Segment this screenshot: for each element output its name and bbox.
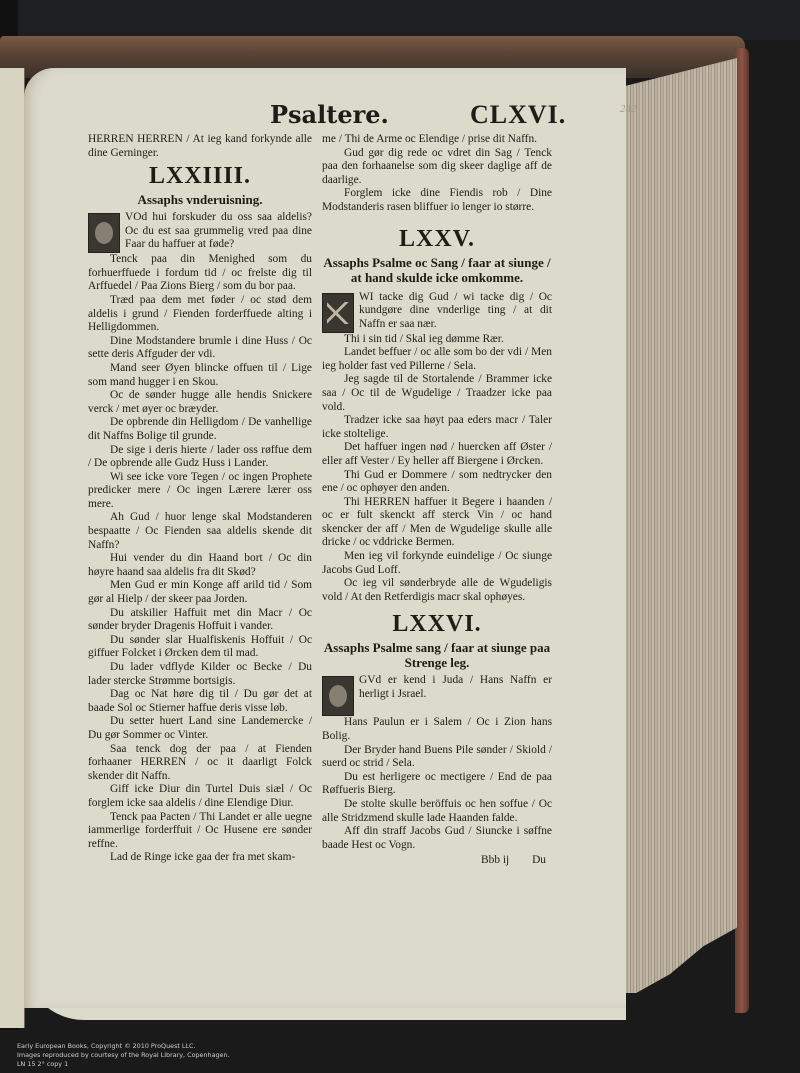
- verse: De sige i deris hierte / lader oss røffue dem / De opbrende alle Gudz Huss i Lander.: [88, 443, 312, 470]
- verse: Tradzer icke saa høyt paa eders macr / Taler icke stoltelige.: [322, 414, 552, 440]
- psalm-title: Assaphs vnderuisning.: [137, 192, 263, 208]
- verse: Thi i sin tid / Skal ieg dømme Rær.: [344, 332, 504, 345]
- verse: Du atskilier Haffuit met din Macr / Oc sønder bryder Dragenis Hoffuit i vander.: [88, 606, 312, 633]
- credit-line: LN 15 2° copy 1: [17, 1060, 69, 1068]
- verse: Mand seer Øyen blincke offuen til / Lige som mand hugger i en Skou.: [88, 361, 312, 388]
- verse: Du setter huert Land sine Landemercke / Du gør Sommer oc Vinter.: [88, 715, 312, 741]
- verse: Men Gud er min Konge aff arild tid / Som gør al Hielp / der skeer paa Jorden.: [88, 579, 312, 606]
- psalm-number: LXXIIII.: [148, 163, 252, 190]
- psalm-title: Assaphs Psalme sang / faar at siunge paa Strenge leg.: [323, 640, 551, 671]
- verse: Der Bryder hand Buens Pile sønder / Skiold / suerd oc strid / Sela.: [322, 743, 552, 770]
- running-title: Psaltere.: [270, 100, 389, 129]
- verse: Wi see icke vore Tegen / oc ingen Prophete predicker mere / Oc ingen Lærere lærer oss mere.: [88, 470, 312, 510]
- verse: Hui vender du din Haand bort / Oc din høyre haand saa aldelis fra dit Skød?: [88, 552, 312, 578]
- verse: Dag oc Nat høre dig til / Du gør det at baade Sol oc Stierner haffue deris visse løb.: [88, 688, 312, 714]
- verse: Ah Gud / huor lenge skal Modstanderen bespaatte / Oc Fienden saa aldelis skende dit Naffn?: [88, 511, 312, 551]
- credit-line: Early European Books, Copyright © 2010 ProQuest LLC.: [17, 1042, 196, 1050]
- facing-page-sliver: [0, 68, 25, 1028]
- verse: Gud gør dig rede oc vdret din Sag / Tenck paa den forhaanelse som dig skeer daglige aff de daarlige.: [322, 146, 552, 186]
- signature-mark: Bbb ij: [481, 854, 510, 867]
- credit-line: Images reproduced by courtesy of the Royal Library, Copenhagen.: [17, 1051, 230, 1059]
- psalm-number: LXXV.: [399, 225, 475, 252]
- verse: Træd paa dem met føder / oc stød dem aldelis i grund / Fienden forderffuede alting i Helligdommen.: [88, 293, 312, 334]
- left-column: [88, 133, 312, 865]
- folio-number: CLXVI.: [470, 100, 567, 129]
- verse: VOd hui forskuder du oss saa aldelis? Oc du est saa grummelig vred paa dine Faar du haffuer at føde?: [125, 211, 312, 251]
- drop-cap-initial: [322, 293, 354, 333]
- book-fore-edge: [625, 58, 737, 993]
- verse: me / Thi de Arme oc Elendige / prise dit Naffn.: [322, 133, 537, 145]
- scan-background: [0, 0, 800, 40]
- verse: Thi Gud er Dommere / som nedtrycker den ene / oc ophøyer den anden.: [322, 468, 552, 495]
- verse: Tenck paa Pacten / Thi Landet er alle uegne iammerlige forderffuit / Oc Husene ere sønder reffne.: [88, 810, 312, 850]
- verse: Lad de Ringe icke gaa der fra met skam-: [110, 851, 296, 864]
- verse: Du lader vdflyde Kilder oc Becke / Du lader stercke Strømme bortsigis.: [88, 661, 312, 687]
- verse: Tenck paa din Menighed som du forhuerffuede i fordum tid / oc frelste dig til Arffuedel / Paa Zions Bierg / som du bor paa.: [88, 253, 312, 293]
- verse: Giff icke Diur din Turtel Duis siæl / Oc forglem icke saa aldelis / dine Elendige Diur.: [88, 783, 312, 809]
- opening-line: HERREN HERREN / At ieg kand forkynde alle dine Gerninger.: [88, 133, 312, 159]
- verse: Hans Paulun er i Salem / Oc i Zion hans Bolig.: [322, 716, 552, 743]
- verse: Det haffuer ingen nød / huercken aff Øster / eller aff Vester / Ey heller aff Biergene i Ørcken.: [322, 441, 552, 467]
- verse: Men ieg vil forkynde euindelige / Oc siunge Jacobs Gud Loff.: [322, 550, 552, 576]
- verse: Du sønder slar Hualfiskenis Hoffuit / Oc giffuer Folcket i Ørcken dem til mad.: [88, 633, 312, 660]
- verse: Landet beffuer / oc alle som bo der vdi / Men ieg holder fast ved Pillerne / Sela.: [322, 346, 552, 372]
- verse: Du est herligere oc mectigere / End de paa Røffueris Bierg.: [322, 770, 552, 797]
- psalm-title: Assaphs Psalme oc Sang / faar at siunge / at hand skulde icke omkomme.: [323, 254, 551, 285]
- psalm-number: LXXVI.: [392, 611, 482, 638]
- verse: Oc ieg vil sønderbryde alle de Wgudeligis vold / At den Retferdigis macr skal ophøyes.: [322, 577, 552, 603]
- verse: GVd er kend i Juda / Hans Naffn er herligt i Jsrael.: [359, 674, 552, 701]
- verse: Oc de sønder hugge alle hendis Snickere verck / met øyer oc bræyder.: [88, 389, 312, 415]
- verse: De opbrende din Helligdom / De vanhellige dit Naffns Bolige til grunde.: [88, 416, 312, 442]
- verse: Forglem icke dine Fiendis rob / Dine Modstanderis rasen bliffuer io lenger io større.: [322, 187, 552, 213]
- catchword: Du: [532, 854, 546, 867]
- verse: Dine Modstandere brumle i dine Huss / Oc sette deris Affguder der vdi.: [88, 334, 312, 361]
- verse: De stolte skulle beröffuis oc hen soffue / Oc alle Stridzmend skulle lade Haanden falde.: [322, 798, 552, 824]
- right-column: [322, 133, 552, 868]
- verse: Aff din straff Jacobs Gud / Siuncke i søffne baade Hest oc Vogn.: [322, 825, 552, 851]
- drop-cap-initial: [322, 676, 354, 716]
- book-binding-edge: [735, 48, 749, 1013]
- verse: Jeg sagde til de Stortalende / Brammer icke saa / Oc til de Wgudelige / Traadzer icke paa vold.: [322, 373, 552, 413]
- drop-cap-initial: [88, 213, 120, 253]
- verse: Thi HERREN haffuer it Begere i haanden / oc er fult skenckt aff sterck Vin / oc hand skencker der aff / Men de Wgudelige skulle alle dricke / oc vddricke Bermen.: [322, 495, 552, 549]
- image-credits: [17, 1042, 230, 1069]
- verse: WI tacke dig Gud / wi tacke dig / Oc kundgøre dine vnderlige ting / at dit Naffn er saa nær.: [359, 290, 552, 330]
- verse: Saa tenck dog der paa / at Fienden forhaaner HERREN / oc it daarligt Folck skender dit Naffn.: [88, 742, 312, 782]
- manuscript-page-number: 242: [620, 103, 637, 115]
- catchline: [322, 854, 552, 868]
